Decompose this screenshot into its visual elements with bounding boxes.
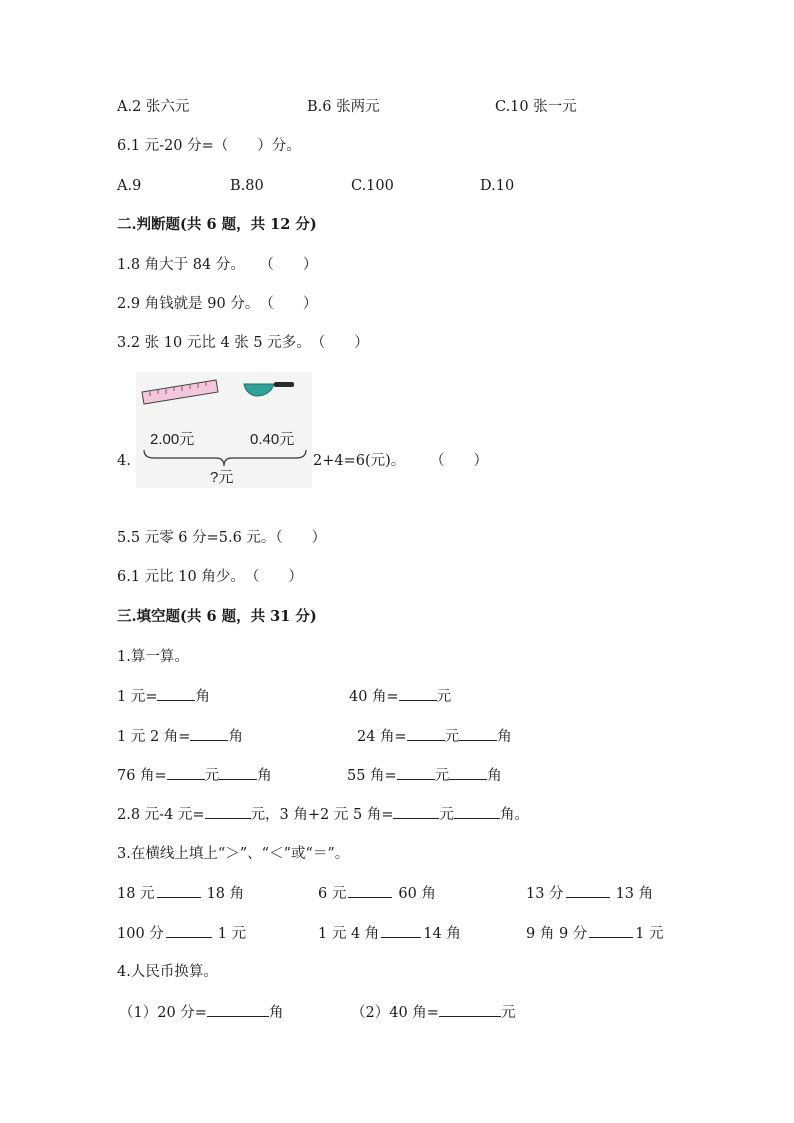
judge-item-2: 2.9 角钱就是 90 分。 （ ） <box>117 296 318 312</box>
answer-blank[interactable] <box>407 726 445 741</box>
price-label-knife: 0.40元 <box>250 431 295 448</box>
answer-blank[interactable] <box>439 1002 501 1017</box>
conversion-1: （1）20 分= 角 <box>119 1002 283 1023</box>
fill-q1-row1b: 40 角= 元 <box>349 686 451 707</box>
fill-q1-row3b: 55 角= 元 角 <box>347 765 502 786</box>
answer-blank[interactable] <box>167 765 205 780</box>
fill-q1-row1a: 1 元= 角 <box>117 686 210 707</box>
compare-2: 6 元 60 角 <box>318 883 436 904</box>
answer-blank[interactable] <box>348 883 392 898</box>
fill-q4-title: 4.人民币换算。 <box>117 964 218 980</box>
q6-option-d: D.10 <box>480 178 515 194</box>
judge-item-5: 5.5 元零 6 分=5.6 元。（ ） <box>117 530 327 546</box>
section2-title: 二.判断题(共 6 题，共 12 分) <box>117 216 317 233</box>
judge-item-1: 1.8 角大于 84 分。 （ ） <box>117 257 318 273</box>
answer-blank[interactable] <box>459 726 497 741</box>
fill-q2: 2.8 元-4 元= 元，3 角+2 元 5 角= 元 角。 <box>117 804 529 825</box>
compare-3: 13 分 13 角 <box>526 883 653 904</box>
answer-blank[interactable] <box>381 923 421 938</box>
q5-option-a: A.2 张六元 <box>117 99 190 115</box>
answer-blank[interactable] <box>449 765 487 780</box>
price-label-ruler: 2.00元 <box>150 431 195 448</box>
answer-blank[interactable] <box>589 923 633 938</box>
q6-option-b: B.80 <box>230 178 264 194</box>
compare-1: 18 元 18 角 <box>117 883 244 904</box>
answer-blank[interactable] <box>166 923 212 938</box>
q6-option-a: A.9 <box>117 178 142 194</box>
answer-blank[interactable] <box>399 686 437 701</box>
total-label: ?元 <box>210 469 234 486</box>
answer-blank[interactable] <box>205 804 251 819</box>
answer-blank[interactable] <box>157 883 201 898</box>
judge-item-4-equation: 2+4=6(元)。 <box>313 453 406 469</box>
fill-q1-title: 1.算一算。 <box>117 649 189 665</box>
answer-blank[interactable] <box>219 765 257 780</box>
answer-blank[interactable] <box>157 686 195 701</box>
fill-q3-title: 3.在横线上填上“＞”、“＜”或“＝”。 <box>117 846 350 862</box>
compare-4: 100 分 1 元 <box>117 923 246 944</box>
fill-q1-row2a: 1 元 2 角= 角 <box>117 726 243 747</box>
compare-5: 1 元 4 角 14 角 <box>318 923 461 944</box>
answer-blank[interactable] <box>207 1002 269 1017</box>
judge-item-3: 3.2 张 10 元比 4 张 5 元多。 （ ） <box>117 335 369 351</box>
knife-icon <box>244 382 294 396</box>
fill-q1-row2b: 24 角= 元 角 <box>357 726 512 747</box>
answer-blank[interactable] <box>397 765 435 780</box>
section3-title: 三.填空题(共 6 题，共 31 分) <box>117 608 317 625</box>
q5-option-c: C.10 张一元 <box>495 99 577 115</box>
answer-blank[interactable] <box>190 726 228 741</box>
fill-q1-row3a: 76 角= 元 角 <box>117 765 272 786</box>
brace-icon <box>144 450 306 466</box>
q6-option-c: C.100 <box>351 178 394 194</box>
judge-item-4-paren: （ ） <box>430 453 488 469</box>
answer-blank[interactable] <box>454 804 500 819</box>
ruler-icon <box>142 380 218 404</box>
q5-option-b: B.6 张两元 <box>307 99 380 115</box>
judge-item-6: 6.1 元比 10 角少。 （ ） <box>117 569 303 585</box>
compare-6: 9 角 9 分 1 元 <box>526 923 664 944</box>
answer-blank[interactable] <box>566 883 610 898</box>
q6-question: 6.1 元-20 分=（ ）分。 <box>117 138 301 154</box>
ruler-knife-image <box>136 372 312 488</box>
answer-blank[interactable] <box>393 804 439 819</box>
judge-item-4-number: 4. <box>117 453 131 469</box>
conversion-2: （2）40 角= 元 <box>351 1002 515 1023</box>
price-illustration <box>136 372 312 488</box>
